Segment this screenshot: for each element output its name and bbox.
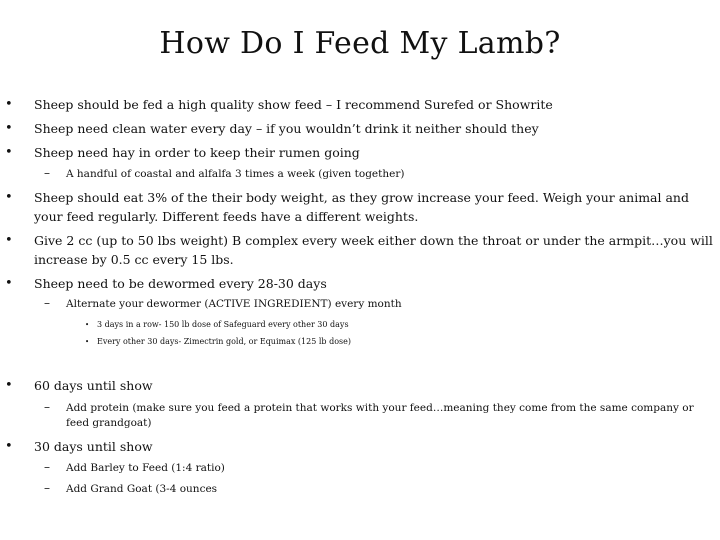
slide-title: How Do I Feed My Lamb?	[159, 26, 561, 61]
bullet-icon: •	[85, 321, 90, 329]
item-text: Add Grand Goat (3-4 ounces	[66, 483, 218, 495]
list-item	[5, 274, 714, 293]
sub-sub-list-item	[85, 336, 697, 348]
item-text: Sheep need hay in order to keep their rumen going	[34, 145, 360, 160]
list-item	[5, 143, 714, 162]
list-item	[5, 231, 714, 269]
item-text: Sheep should eat 3% of the their body weight, as they grow increase your feed. Weigh your animal and your feed regularly. Different feeds have a different weights.	[34, 190, 689, 224]
sub-list-item	[44, 400, 706, 431]
bullet-icon: •	[5, 276, 13, 291]
list-item	[5, 95, 714, 114]
item-text: 60 days until show	[34, 378, 153, 393]
item-text: 30 days until show	[34, 439, 153, 454]
item-text: Sheep should be fed a high quality show feed – I recommend Surefed or Showrite	[34, 97, 553, 112]
item-text: Sheep need clean water every day – if you wouldn’t drink it neither should they	[34, 121, 539, 136]
item-text: Sheep need to be dewormed every 28-30 days	[34, 276, 327, 291]
sub-list-item	[44, 481, 706, 497]
list-item	[5, 188, 714, 226]
item-text: 3 days in a row- 150 lb dose of Safeguard every other 30 days	[97, 320, 349, 329]
item-text: Every other 30 days- Zimectrin gold, or Equimax (125 lb dose)	[97, 337, 351, 346]
dash-icon: –	[44, 460, 50, 474]
dash-icon: –	[44, 400, 50, 414]
list-item	[5, 119, 714, 138]
sub-list-item	[44, 166, 706, 182]
item-text: Add Barley to Feed (1:4 ratio)	[66, 462, 225, 474]
sub-list-item	[44, 460, 706, 476]
list-item	[5, 376, 714, 395]
bullet-icon: •	[5, 378, 13, 393]
bullet-icon: •	[5, 145, 13, 160]
item-text: Alternate your dewormer (ACTIVE INGREDIENT) every month	[66, 298, 402, 310]
sub-list-item	[44, 296, 706, 312]
bullet-icon: •	[5, 190, 13, 205]
item-text: Give 2 cc (up to 50 lbs weight) B complex every week either down the throat or under the armpit…you will increase by 0.5 cc every 15 lbs.	[34, 233, 713, 267]
dash-icon: –	[44, 296, 50, 310]
sub-sub-list-item	[85, 319, 697, 331]
bullet-icon: •	[5, 97, 13, 112]
bullet-icon: •	[5, 233, 13, 248]
bullet-icon: •	[85, 338, 90, 346]
dash-icon: –	[44, 481, 50, 495]
dash-icon: –	[44, 166, 50, 180]
bullet-icon: •	[5, 439, 13, 454]
item-text: A handful of coastal and alfalfa 3 times a week (given together)	[66, 168, 405, 180]
list-item	[5, 437, 714, 456]
bullet-icon: •	[5, 121, 13, 136]
item-text: Add protein (make sure you feed a protein that works with your feed…meaning they come from the same company or feed grandgoat)	[66, 402, 694, 429]
